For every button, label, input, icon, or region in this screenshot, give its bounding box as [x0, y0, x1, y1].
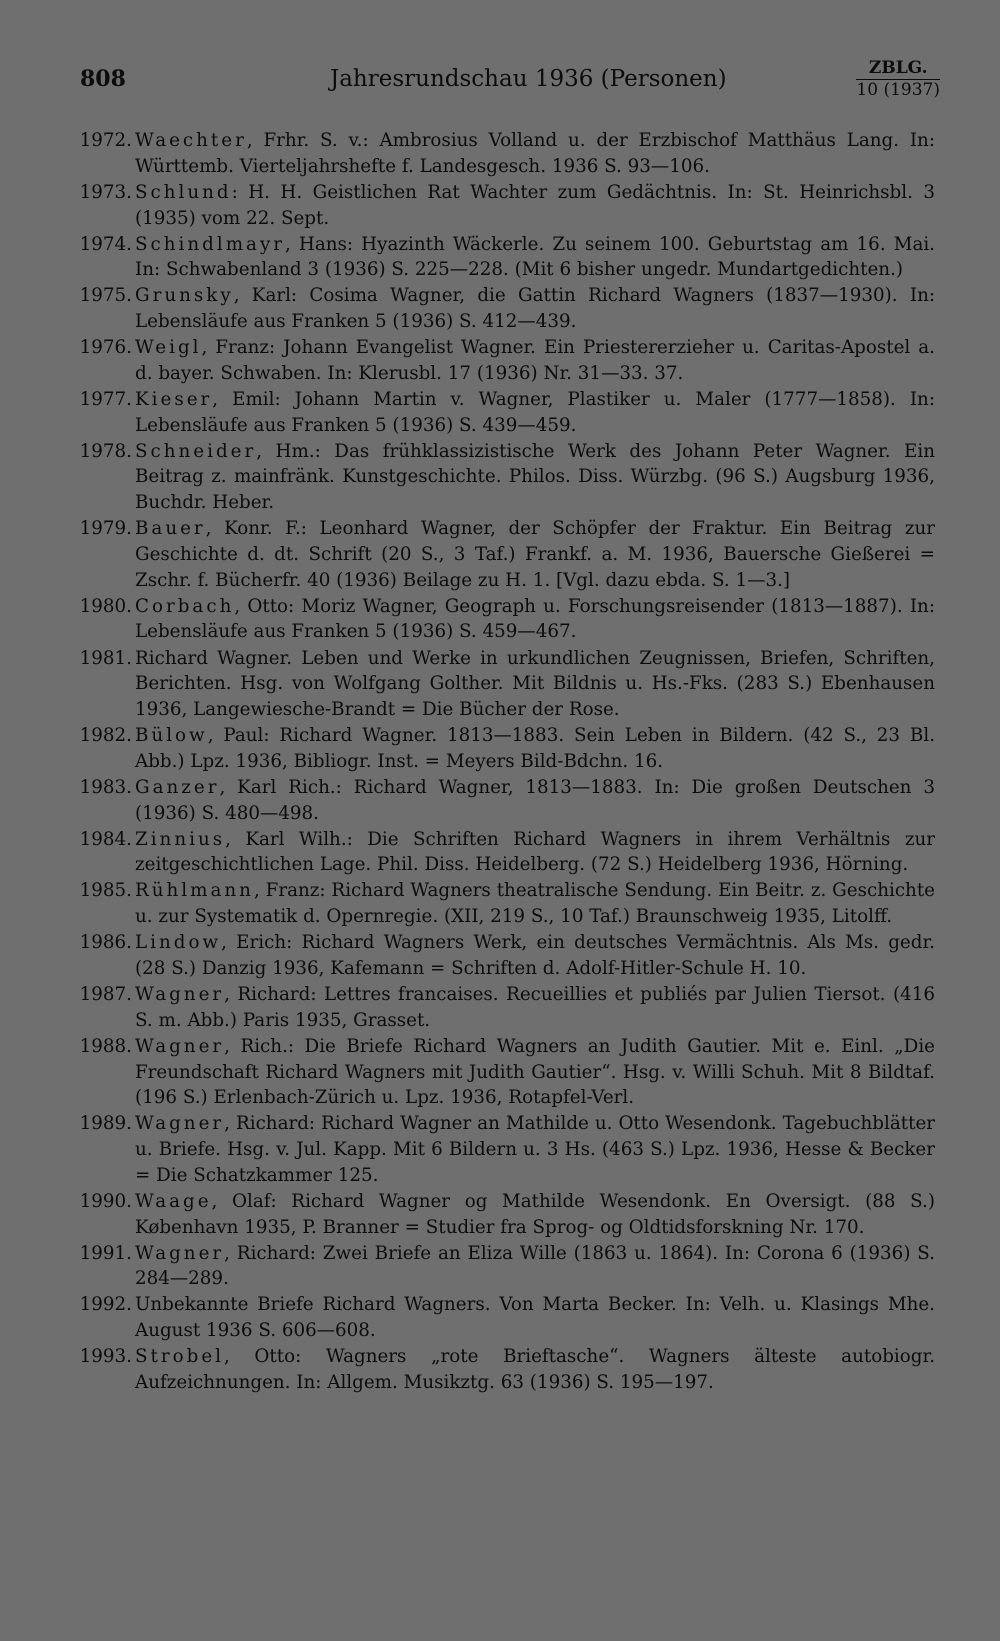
entry-author: Kieser [135, 388, 213, 410]
entry-author: Wagner [135, 1035, 225, 1057]
bibliography-entry [0, 723, 1000, 774]
entry-citation: , Otto: Wagners „rote Brieftasche“. Wagners älteste autobiogr. Aufzeichnungen. In: Allgem. Musikztg. 63 (1936) S. 195—197. [135, 1346, 935, 1393]
entry-number: 1979. [79, 518, 132, 540]
entry-number: 1985. [79, 880, 132, 902]
journal-abbrev: ZBLG. [856, 58, 940, 80]
journal-reference [856, 58, 940, 101]
entry-citation: , Richard: Lettres francaises. Recueillies et publiés par Julien Tiersot. (416 S. m. Abb.) Paris 1935, Grasset. [135, 984, 935, 1031]
entry-number: 1978. [79, 440, 132, 462]
entry-text [135, 1111, 935, 1188]
entry-citation: , Rich.: Die Briefe Richard Wagners an Judith Gautier. Mit e. Einl. „Die Freundschaft Richard Wagners mit Judith Gautier“. Hsg. v. Willi Schuh. Mit 8 Bildtaf. (196 S.) Erlenbach-Zürich u. Lpz. 1936, Rotapfel-Verl. [135, 1035, 935, 1109]
entry-author: Weigl [135, 337, 202, 359]
entry-citation: , Richard: Richard Wagner an Mathilde u. Otto Wesendonk. Tagebuchblätter u. Briefe. Hsg. v. Jul. Kapp. Mit 6 Bildern u. 3 Hs. (463 S.) Lpz. 1936, Hesse & Becker = Die Schatzkammer 125. [135, 1113, 935, 1186]
entry-number: 1993. [79, 1346, 132, 1368]
entry-number: 1988. [79, 1035, 132, 1057]
entry-number: 1980. [79, 595, 132, 617]
entry-author: Waechter [135, 130, 247, 151]
entry-number: 1972. [79, 130, 132, 151]
entry-citation: , Franz: Richard Wagners theatralische Sendung. Ein Beitr. z. Geschichte u. zur Systematik d. Opernregie. (XII, 219 S., 10 Taf.) Braunschweig 1935, Litolff. [135, 880, 935, 928]
entry-author: Waage [135, 1190, 212, 1212]
entry-author: Corbach [135, 595, 235, 617]
entry-citation: , Frhr. S. v.: Ambrosius Volland u. der Erzbischof Matthäus Lang. In: Württemb. Vierteljahrshefte f. Landesgesch. 1936 S. 93—106. [135, 130, 935, 177]
bibliography-entry [0, 646, 1000, 723]
entry-author: Bülow [135, 725, 208, 747]
entry-number: 1973. [79, 181, 132, 203]
entry-author: Bauer [135, 518, 206, 540]
entry-author: Wagner [135, 984, 225, 1006]
entry-citation: , Karl Rich.: Richard Wagner, 1813—1883. In: Die großen Deutschen 3 (1936) S. 480—498. [135, 776, 935, 824]
entry-text [135, 439, 935, 516]
journal-volume: 10 (1937) [856, 80, 940, 100]
entry-author: Schneider [135, 440, 257, 462]
entry-text [135, 775, 935, 826]
entry-text [135, 1344, 935, 1395]
bibliography-entry [0, 387, 1000, 438]
entry-number: 1975. [79, 285, 132, 307]
entry-number: 1982. [79, 725, 132, 747]
entry-number: 1976. [79, 337, 132, 359]
entry-citation: , Erich: Richard Wagners Werk, ein deutsches Vermächtnis. Als Ms. gedr. (28 S.) Danzig 1936, Kafemann = Schriften d. Adolf-Hitler-Schule H. 10. [135, 932, 935, 979]
entry-number: 1989. [79, 1113, 132, 1135]
entry-text [135, 128, 935, 179]
entry-author: Wagner [135, 1242, 225, 1264]
entry-number: 1974. [79, 233, 132, 255]
bibliography-entry [0, 775, 1000, 826]
entry-citation: : H. H. Geistlichen Rat Wachter zum Gedächtnis. In: St. Heinrichsbl. 3 (1935) vom 22. Sept. [135, 181, 935, 229]
entry-citation: , Olaf: Richard Wagner og Mathilde Wesendonk. En Oversigt. (88 S.) København 1935, P. Branner = Studier fra Sprog- og Oldtidsforskning Nr. 170. [135, 1190, 935, 1238]
entry-author: Grunsky [135, 285, 234, 307]
entry-citation: , Hans: Hyazinth Wäckerle. Zu seinem 100. Geburtstag am 16. Mai. In: Schwabenland 3 (1936) S. 225—228. (Mit 6 bisher ungedr. Mundartgedichten.) [135, 233, 935, 281]
bibliography-entry [0, 1111, 1000, 1188]
entry-citation: Unbekannte Briefe Richard Wagners. Von Marta Becker. In: Velh. u. Klasings Mhe. August 1936 S. 606—608. [135, 1294, 935, 1342]
bibliography-entry [0, 1292, 1000, 1343]
entry-citation: , Franz: Johann Evangelist Wagner. Ein Priestererzieher u. Caritas-Apostel a. d. bayer. Schwaben. In: Klerusbl. 17 (1936) Nr. 31—33. 37. [135, 337, 935, 384]
bibliography-entry [0, 930, 1000, 981]
entry-citation: , Konr. F.: Leonhard Wagner, der Schöpfer der Fraktur. Ein Beitrag zur Geschichte d. dt. Schrift (20 S., 3 Taf.) Frankf. a. M. 1936, Bauersche Gießerei = Zschr. f. Bücherfr. 40 (1936) Beilage zu H. 1. [Vgl. dazu ebda. S. 1—3.] [135, 518, 935, 591]
entry-number: 1981. [79, 647, 132, 669]
entry-author: Zinnius [135, 828, 226, 850]
bibliography-entry [0, 1344, 1000, 1395]
entry-text [135, 723, 935, 774]
bibliography-entry [0, 878, 1000, 929]
entry-citation: , Richard: Zwei Briefe an Eliza Wille (1863 u. 1864). In: Corona 6 (1936) S. 284—289. [135, 1242, 935, 1290]
entry-citation: , Emil: Johann Martin v. Wagner, Plastiker u. Maler (1777—1858). In: Lebensläufe aus Franken 5 (1936) S. 439—459. [135, 388, 935, 436]
entry-text [135, 1034, 935, 1111]
entry-citation: , Karl Wilh.: Die Schriften Richard Wagners in ihrem Verhältnis zur zeitgeschichtlichen Lage. Phil. Diss. Heidelberg. (72 S.) Heidelberg 1936, Hörning. [135, 828, 935, 876]
entry-citation: , Paul: Richard Wagner. 1813—1883. Sein Leben in Bildern. (42 S., 23 Bl. Abb.) Lpz. 1936, Bibliogr. Inst. = Meyers Bild-Bdchn. 16. [135, 725, 935, 772]
entry-number: 1991. [79, 1242, 132, 1264]
entry-author: Strobel [135, 1346, 224, 1368]
bibliography-entry [0, 1241, 1000, 1292]
entry-text [135, 232, 935, 283]
bibliography-list [0, 128, 1000, 1396]
entry-text [135, 930, 935, 981]
running-title: Jahresrundschau 1936 (Personen) [330, 66, 727, 92]
bibliography-entry [0, 335, 1000, 386]
bibliography-entry [0, 1189, 1000, 1240]
entry-author: Schindlmayr [135, 233, 286, 255]
bibliography-entry [0, 180, 1000, 231]
bibliography-entry [0, 439, 1000, 516]
entry-citation: Richard Wagner. Leben und Werke in urkundlichen Zeugnissen, Briefen, Schriften, Berichten. Hsg. von Wolfgang Golther. Mit Bildnis u. Hs.-Fks. (283 S.) Ebenhausen 1936, Langewiesche-Brandt = Die Bücher der Rose. [135, 647, 935, 720]
entry-text [135, 878, 935, 929]
entry-text [135, 982, 935, 1033]
entry-citation: , Karl: Cosima Wagner, die Gattin Richard Wagners (1837—1930). In: Lebensläufe aus Franken 5 (1936) S. 412—439. [135, 285, 935, 333]
bibliography-entry [0, 128, 1000, 179]
entry-text [135, 1292, 935, 1343]
entry-citation: , Hm.: Das frühklassizistische Werk des Johann Peter Wagner. Ein Beitrag z. mainfränk. Kunstgeschichte. Philos. Diss. Würzbg. (96 S.) Augsburg 1936, Buchdr. Heber. [135, 440, 935, 514]
entry-number: 1977. [79, 388, 132, 410]
bibliography-entry [0, 516, 1000, 593]
entry-author: Lindow [135, 932, 222, 954]
entry-text [135, 1241, 935, 1292]
bibliography-entry [0, 232, 1000, 283]
entry-number: 1984. [79, 828, 132, 850]
bibliography-entry [0, 827, 1000, 878]
entry-text [135, 827, 935, 878]
entry-text [135, 1189, 935, 1240]
bibliography-entry [0, 283, 1000, 334]
entry-text [135, 180, 935, 231]
entry-citation: , Otto: Moriz Wagner, Geograph u. Forschungsreisender (1813—1887). In: Lebensläufe aus Franken 5 (1936) S. 459—467. [135, 595, 935, 643]
entry-text [135, 594, 935, 645]
entry-author: Ganzer [135, 776, 220, 798]
entry-number: 1992. [79, 1294, 132, 1316]
entry-number: 1986. [79, 932, 132, 954]
bibliography-entry [0, 594, 1000, 645]
page-header [80, 58, 940, 106]
bibliography-entry [0, 1034, 1000, 1111]
entry-text [135, 283, 935, 334]
entry-text [135, 335, 935, 386]
bibliography-entry [0, 982, 1000, 1033]
entry-author: Schlund [135, 181, 232, 203]
entry-author: Wagner [135, 1113, 225, 1135]
entry-author: Rühlmann [135, 880, 254, 902]
entry-number: 1990. [79, 1190, 132, 1212]
entry-text [135, 646, 935, 723]
entry-text [135, 387, 935, 438]
page-number: 808 [80, 66, 126, 92]
entry-text [135, 516, 935, 593]
entry-number: 1983. [79, 776, 132, 798]
entry-number: 1987. [79, 984, 132, 1006]
